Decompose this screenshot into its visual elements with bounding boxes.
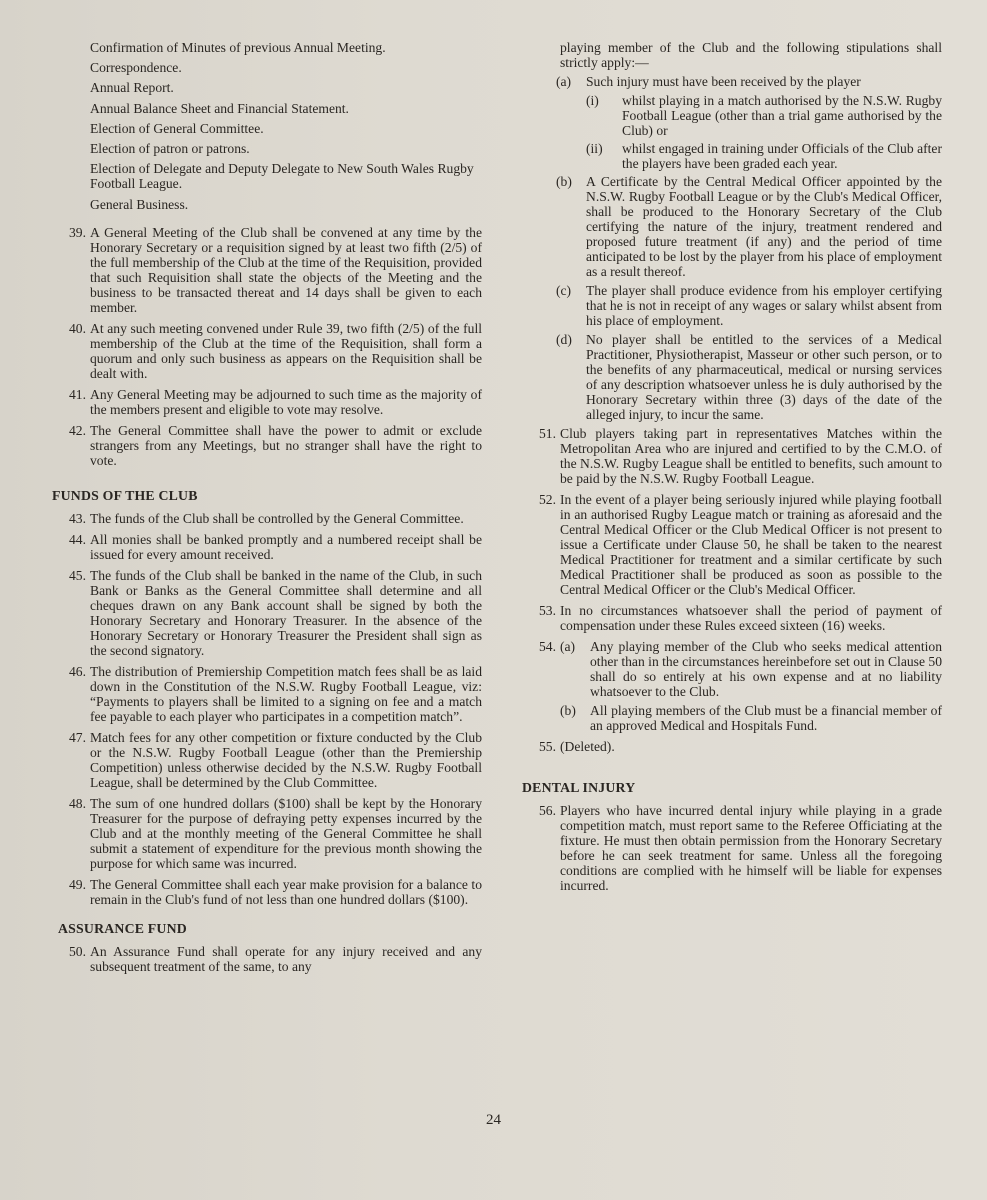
agenda-item: Confirmation of Minutes of previous Annual Meeting. [90,40,386,55]
page-number: 24 [486,1112,501,1128]
rule-45 [52,568,482,658]
rule-50 [52,944,482,974]
rule-number: 42. [69,422,86,438]
clause-text: All playing members of the Club must be a financial member of an approved Medical and Hospitals Fund. [590,703,942,733]
rule-50-b [556,174,942,279]
rule-number: 43. [69,510,86,526]
section-heading-assurance: ASSURANCE FUND [58,920,187,936]
agenda-item: General Business. [90,196,189,212]
rule-47 [52,730,482,790]
rule-39 [52,225,482,315]
agenda-item: Election of Delegate and Deputy Delegate to New South Wales Rugby Football League. [90,161,474,192]
clause-text: A Certificate by the Central Medical Officer appointed by the N.S.W. Rugby Football League or by the Club's Medical Officer, shall be produced to the Honorary Secretary of the Club certifying the nature of the injury, treatment rendered and proposed future treatment (if any) and the period of time anticipated to be lost by the player from his place of employment as a result thereof. [586,174,942,279]
rule-50-c [556,283,942,328]
rule-number: 49. [69,876,86,892]
rule-54 [522,639,942,733]
rule-text: Players who have incurred dental injury while playing in a grade competition match, must report same to the Referee Officiating at the fixture. He must then obtain permission from the Honorary Secretary before he can seek treatment for same. Unless all the foregoing conditions are complied with he himself will be liable for expenses incurred. [560,803,942,893]
rule-51 [522,426,942,486]
clause-label: (ii) [586,141,603,156]
clause-text: whilst playing in a match authorised by the N.S.W. Rugby Football League (other than a trial game authorised by the Club) or [622,93,942,138]
rule-text: An Assurance Fund shall operate for any injury received and any subsequent treatment of the same, to any [90,943,482,974]
rule-text: The sum of one hundred dollars ($100) shall be kept by the Honorary Treasurer for the purpose of defraying petty expenses incurred by the Club and at the monthly meeting of the General Committee he shall submit a statement of expenditure for the previous month showing the purpose for which same was incurred. [90,795,482,871]
rule-text: At any such meeting convened under Rule 39, two fifth (2/5) of the full membership of the Club at the time of the Requisition, shall form a quorum and only such business as appears on the Requisition shall be dealt with. [90,320,482,381]
rule-number: 51. [539,426,556,441]
rule-number: 44. [69,531,86,547]
agenda-item: Correspondence. [90,60,182,76]
rule-number: 56. [539,803,556,818]
clause-text: Such injury must have been received by the player [586,74,861,89]
rule-number: 39. [69,224,86,240]
agenda-item: Election of General Committee. [90,120,264,136]
rule-52 [522,492,942,597]
rule-text: The funds of the Club shall be banked in the name of the Club, in such Bank or Banks as the General Committee shall determine and all cheques drawn on any Bank account shall be signed by both the Honorary Secretary and Honorary Treasurer. In the absence of the Honorary Secretary or Honorary Treasurer the President shall sign as the second signatory. [90,567,482,658]
clause-label: (d) [556,332,572,347]
rule-text: All monies shall be banked promptly and a numbered receipt shall be issued for every amount received. [90,531,482,562]
section-heading-funds: FUNDS OF THE CLUB [52,487,198,503]
agenda-item: Election of patron or patrons. [90,141,250,157]
rule-number: 55. [539,739,556,754]
rule-number: 47. [69,729,86,745]
rule-55 [522,739,942,754]
clause-text: The player shall produce evidence from his employer certifying that he is not in receipt of any wages or salary whilst absent from his place of employment. [586,283,942,328]
agenda-list [90,40,482,212]
rule-42 [52,423,482,468]
rule-53 [522,603,942,633]
clause-label: (a) [560,639,576,654]
section-heading-dental: DENTAL INJURY [522,780,636,795]
rule-number: 48. [69,795,86,811]
rule-44 [52,532,482,562]
rule-number: 45. [69,567,86,583]
rule-50-a [556,74,942,89]
rule-text: Match fees for any other competition or fixture conducted by the Club or the N.S.W. Rugby Football League (other than the Premiership Competition) unless otherwise decided by the N.S.W. Rugby Football League, shall be determined by the Club Committee. [90,729,482,790]
rule-50-a-i [586,93,942,138]
rule-46 [52,664,482,724]
rule-number: 54. [539,639,556,654]
rule-50-continuation: playing member of the Club and the following stipulations shall strictly apply:— [560,40,942,70]
rule-number: 46. [69,663,86,679]
rule-text: In the event of a player being seriously injured while playing football in an authorised Rugby League match or training as aforesaid and the Central Medical Officer or the Club Medical Officer is not present to issue a Certificate under Clause 50, he shall be taken to the nearest Medical Practitioner for treatment and a similar certificate by such Medical Practitioner shall be produced as soon as possible to the Central Medical Officer or the Club's Medical Officer. [560,492,942,597]
rule-number: 50. [69,943,86,959]
rule-50-a-ii [586,141,942,171]
clause-text: No player shall be entitled to the services of a Medical Practitioner, Physiotherapist, Masseur or other such person, or to the benefits of any pharmaceutical, medical or nursing services of any description whatsoever unless he is duly authorised by the Honorary Secretary within three (3) days of the date of the alleged injury, to incur the same. [586,332,942,422]
rule-text: The General Committee shall each year make provision for a balance to remain in the Club's fund of not less than one hundred dollars ($100). [90,876,482,907]
rule-number: 41. [69,386,86,402]
agenda-item: Annual Report. [90,80,174,96]
rule-43 [52,511,482,526]
rule-text: In no circumstances whatsoever shall the period of payment of compensation under these Rules exceed sixteen (16) weeks. [560,603,942,633]
clause-label: (b) [556,174,572,189]
rule-text: Club players taking part in representatives Matches within the Metropolitan Area who are injured and certified to by the C.M.O. of the N.S.W. Rugby League shall be entitled to benefits, such amount to be paid by the N.S.W. Rugby Football League. [560,426,942,486]
clause-label: (i) [586,93,599,108]
clause-label: (a) [556,74,572,89]
clause-label: (c) [556,283,572,298]
rule-50-d [556,332,942,422]
rule-text: (Deleted). [560,739,615,754]
rule-41 [52,387,482,417]
rule-54-b [560,703,942,733]
clause-text: whilst engaged in training under Officials of the Club after the players have been graded each year. [622,141,942,171]
rule-48 [52,796,482,871]
rule-text: A General Meeting of the Club shall be convened at any time by the Honorary Secretary or a requisition signed by at least two fifth (2/5) of the full membership of the Club at the time of the Requisition, provided that such Requisition shall state the objects of the Meeting and the business to be transacted thereat and 14 days shall be given to each member. [90,224,482,315]
rule-56 [522,803,942,893]
rule-text: The funds of the Club shall be controlled by the General Committee. [90,510,464,526]
rule-number: 52. [539,492,556,507]
left-column [52,40,482,980]
clause-text: Any playing member of the Club who seeks medical attention other than in the circumstances hereinbefore set out in Clause 50 shall do so entirely at his own expense and at no liability whatsoever to the Club. [590,639,942,699]
rule-54-a [560,639,942,699]
rule-49 [52,877,482,907]
rule-text: The General Committee shall have the power to admit or exclude strangers from any Meetings, but no stranger shall have the right to vote. [90,422,482,468]
agenda-item: Annual Balance Sheet and Financial Statement. [90,100,349,116]
rule-number: 40. [69,320,86,336]
rule-40 [52,321,482,381]
rule-text: Any General Meeting may be adjourned to such time as the majority of the members present and eligible to vote may resolve. [90,386,482,417]
right-column [522,40,942,899]
rule-text: The distribution of Premiership Competition match fees shall be as laid down in the Constitution of the N.S.W. Rugby Football League, viz: “Payments to players shall be limited to a signing on fee and a match fee payable to each player who participates in a competition match”. [90,663,482,724]
clause-label: (b) [560,703,576,718]
rule-number: 53. [539,603,556,618]
